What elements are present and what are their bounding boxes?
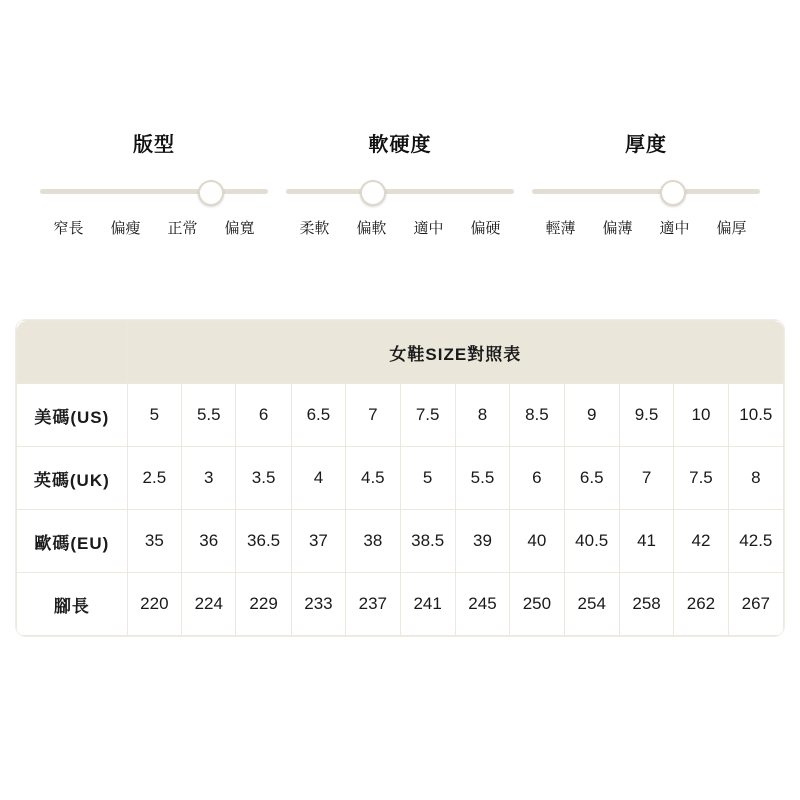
- slider-title: 厚度: [625, 134, 667, 156]
- table-title: 女鞋SIZE對照表: [127, 321, 783, 384]
- table-cell: 267: [728, 573, 783, 636]
- slider-track-softness[interactable]: [286, 179, 514, 203]
- table-cell: 6: [236, 384, 291, 447]
- slider-track-bar: [40, 189, 268, 194]
- table-cell: 5: [127, 384, 181, 447]
- table-cell: 241: [400, 573, 455, 636]
- table-header-row: [17, 321, 784, 384]
- slider-labels-softness: [286, 217, 514, 238]
- table-cell: 7: [346, 384, 400, 447]
- table-cell: 41: [619, 510, 673, 573]
- table-row: [17, 510, 784, 573]
- slider-label: 柔軟: [299, 220, 330, 237]
- table-cell: 42.5: [728, 510, 783, 573]
- table-cell: 40.5: [564, 510, 619, 573]
- table-cell: 5: [400, 447, 455, 510]
- table-cell: 7.5: [400, 384, 455, 447]
- table-header-corner: [17, 321, 128, 384]
- row-label-uk: 英碼(UK): [17, 447, 128, 510]
- slider-label: 偏薄: [602, 220, 633, 237]
- slider-label: 偏軟: [356, 220, 387, 237]
- table-cell: 10.5: [728, 384, 783, 447]
- slider-label: 偏厚: [716, 220, 747, 237]
- slider-group-thickness: [532, 128, 760, 238]
- table-cell: 258: [619, 573, 673, 636]
- slider-title: 軟硬度: [368, 134, 432, 156]
- slider-labels-fit: [40, 217, 268, 238]
- table-cell: 2.5: [127, 447, 181, 510]
- table-cell: 7: [619, 447, 673, 510]
- table-cell: 7.5: [674, 447, 728, 510]
- table-cell: 237: [346, 573, 400, 636]
- table-cell: 8.5: [510, 384, 564, 447]
- slider-label: 偏硬: [470, 220, 501, 237]
- table-cell: 245: [455, 573, 509, 636]
- table-cell: 9: [564, 384, 619, 447]
- slider-label: 窄長: [53, 220, 84, 237]
- slider-knob-softness[interactable]: [360, 180, 386, 206]
- slider-track-bar: [532, 189, 760, 194]
- slider-labels-thickness: [532, 217, 760, 238]
- table-cell: 42: [674, 510, 728, 573]
- table-cell: 3: [182, 447, 236, 510]
- table-cell: 8: [728, 447, 783, 510]
- table-cell: 40: [510, 510, 564, 573]
- table-cell: 233: [291, 573, 345, 636]
- slider-group-fit: [40, 128, 268, 238]
- table-cell: 6: [510, 447, 564, 510]
- table-cell: 35: [127, 510, 181, 573]
- table-cell: 38.5: [400, 510, 455, 573]
- table-cell: 4.5: [346, 447, 400, 510]
- table-cell: 37: [291, 510, 345, 573]
- slider-label: 適中: [659, 220, 690, 237]
- slider-track-bar: [286, 189, 514, 194]
- table-cell: 6.5: [564, 447, 619, 510]
- table-row: [17, 573, 784, 636]
- slider-knob-thickness[interactable]: [660, 180, 686, 206]
- slider-label: 適中: [413, 220, 444, 237]
- table-cell: 5.5: [182, 384, 236, 447]
- table-cell: 229: [236, 573, 291, 636]
- row-label-us: 美碼(US): [17, 384, 128, 447]
- slider-title: 版型: [133, 134, 175, 156]
- table-cell: 9.5: [619, 384, 673, 447]
- row-label-foot-length: 腳長: [17, 573, 128, 636]
- size-chart-table: [16, 320, 784, 636]
- table-cell: 224: [182, 573, 236, 636]
- slider-track-fit[interactable]: [40, 179, 268, 203]
- table-cell: 8: [455, 384, 509, 447]
- attribute-sliders: [40, 128, 760, 238]
- table-cell: 10: [674, 384, 728, 447]
- table-cell: 36: [182, 510, 236, 573]
- table-cell: 5.5: [455, 447, 509, 510]
- table-cell: 36.5: [236, 510, 291, 573]
- slider-track-thickness[interactable]: [532, 179, 760, 203]
- table-cell: 39: [455, 510, 509, 573]
- table-cell: 3.5: [236, 447, 291, 510]
- row-label-eu: 歐碼(EU): [17, 510, 128, 573]
- slider-label: 輕薄: [545, 220, 576, 237]
- table-cell: 262: [674, 573, 728, 636]
- slider-group-softness: [286, 128, 514, 238]
- table-cell: 254: [564, 573, 619, 636]
- table-cell: 38: [346, 510, 400, 573]
- slider-label: 正常: [167, 220, 198, 237]
- table-row: [17, 447, 784, 510]
- slider-knob-fit[interactable]: [198, 180, 224, 206]
- table-cell: 4: [291, 447, 345, 510]
- table-row: [17, 384, 784, 447]
- slider-label: 偏寬: [224, 220, 255, 237]
- table-cell: 6.5: [291, 384, 345, 447]
- table-cell: 220: [127, 573, 181, 636]
- table-cell: 250: [510, 573, 564, 636]
- slider-label: 偏瘦: [110, 220, 141, 237]
